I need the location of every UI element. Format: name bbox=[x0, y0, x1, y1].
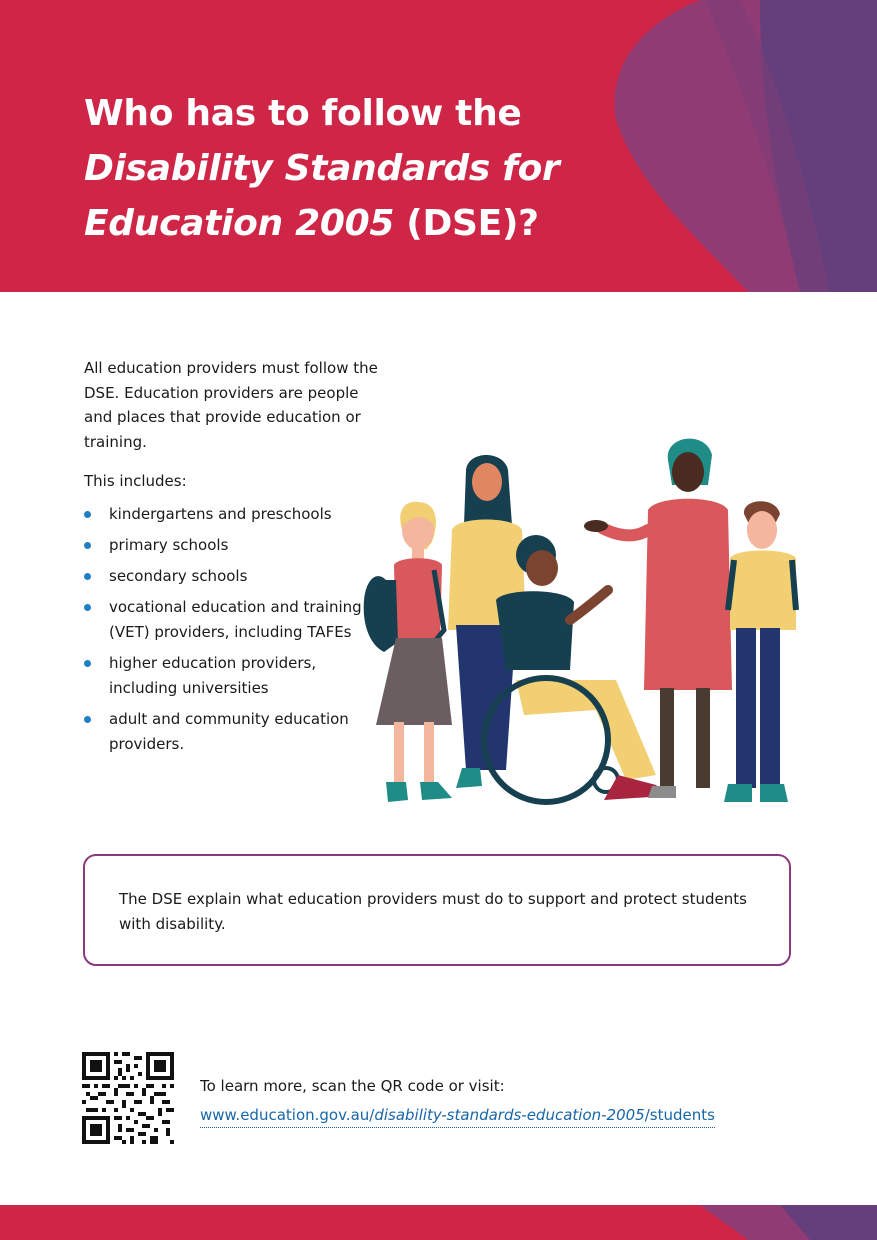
list-item bbox=[84, 564, 374, 589]
link-tail: /students bbox=[644, 1106, 715, 1124]
learn-more-text: To learn more, scan the QR code or visit: bbox=[200, 1077, 505, 1095]
list-item-text: kindergartens and preschools bbox=[109, 505, 332, 523]
list-item-text: primary schools bbox=[109, 536, 229, 554]
callout-box bbox=[83, 854, 791, 966]
boy-figure-icon bbox=[724, 501, 796, 802]
bullet-icon bbox=[84, 573, 91, 580]
footer-band bbox=[0, 1205, 877, 1240]
link-italic: disability-standards-education-2005 bbox=[374, 1106, 645, 1124]
link-plain: www.education.gov.au/ bbox=[200, 1106, 375, 1124]
group-of-students-illustration-icon bbox=[356, 430, 816, 810]
includes-label: This includes: bbox=[84, 472, 187, 490]
provider-list bbox=[84, 502, 374, 763]
bullet-icon bbox=[84, 716, 91, 723]
list-item bbox=[84, 651, 374, 701]
intro-paragraph: All education providers must follow the DSE. Education providers are people and places that provide education or training. bbox=[84, 359, 378, 451]
title-italic: Disability Standards for Education 2005 bbox=[84, 148, 560, 244]
bullet-icon bbox=[84, 660, 91, 667]
bullet-icon bbox=[84, 542, 91, 549]
list-item bbox=[84, 533, 374, 558]
footer-wave-decoration-icon bbox=[0, 1205, 877, 1240]
qr-code-icon[interactable] bbox=[82, 1052, 174, 1144]
list-item-text: secondary schools bbox=[109, 567, 248, 585]
girl-figure-icon bbox=[364, 502, 452, 802]
list-item-text: vocational education and training (VET) providers, including TAFEs bbox=[109, 598, 362, 641]
list-item bbox=[84, 595, 374, 645]
bullet-icon bbox=[84, 511, 91, 518]
list-item-text: higher education providers, including universities bbox=[109, 654, 317, 697]
header-banner bbox=[0, 0, 877, 292]
title-suffix: (DSE)? bbox=[394, 203, 539, 244]
website-link[interactable] bbox=[200, 1104, 715, 1128]
list-item bbox=[84, 502, 374, 527]
list-item-text: adult and community education providers. bbox=[109, 710, 349, 753]
callout-text: The DSE explain what education providers must do to support and protect students with disability. bbox=[119, 890, 747, 933]
page-title bbox=[84, 86, 604, 251]
title-line-1: Who has to follow the bbox=[84, 93, 522, 134]
bullet-icon bbox=[84, 604, 91, 611]
list-item bbox=[84, 707, 374, 757]
